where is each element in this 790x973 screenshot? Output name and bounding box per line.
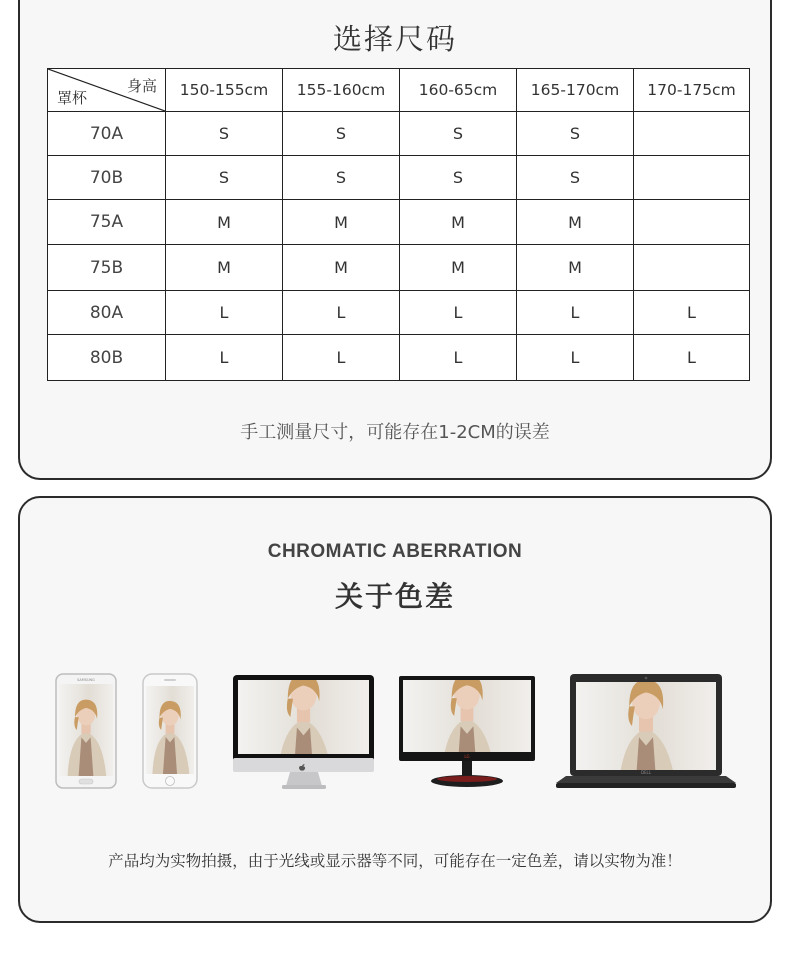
height-header: 170-175cm (634, 69, 750, 112)
iphone-icon (142, 673, 198, 789)
size-cell: M (166, 200, 283, 245)
model-photo (403, 680, 531, 752)
table-row (48, 200, 750, 245)
laptop-brand-text: DELL (640, 770, 652, 775)
table-row (48, 291, 750, 335)
size-cell: L (400, 291, 517, 335)
cup-label: 75B (48, 245, 166, 291)
size-cell: L (166, 291, 283, 335)
height-header: 155-160cm (283, 69, 400, 112)
table-header-row (48, 69, 750, 112)
size-cell: M (283, 200, 400, 245)
table-corner-cell (48, 69, 166, 112)
imac-icon (232, 674, 375, 790)
size-cell: S (400, 156, 517, 200)
cup-label: 70A (48, 112, 166, 156)
size-cell: S (517, 156, 634, 200)
size-cell: L (634, 291, 750, 335)
size-cell: M (283, 245, 400, 291)
model-photo (59, 684, 113, 776)
size-cell: L (166, 335, 283, 381)
table-row (48, 335, 750, 381)
model-photo (238, 680, 369, 754)
cup-label: 80A (48, 291, 166, 335)
size-cell (634, 245, 750, 291)
size-cell: S (283, 112, 400, 156)
size-cell: M (166, 245, 283, 291)
measurement-note: 手工测量尺寸，可能存在1-2CM的误差 (240, 422, 550, 443)
size-cell: L (283, 291, 400, 335)
size-cell: S (166, 112, 283, 156)
height-header: 165-170cm (517, 69, 634, 112)
size-cell: S (400, 112, 517, 156)
color-difference-note: 产品均为实物拍摄，由于光线或显示器等不同，可能存在一定色差，请以实物为准！ (108, 852, 682, 870)
table-row (48, 245, 750, 291)
size-cell: L (517, 291, 634, 335)
size-cell: L (634, 335, 750, 381)
size-cell: M (400, 245, 517, 291)
size-cell: S (166, 156, 283, 200)
size-chart-table (47, 68, 750, 381)
table-row (48, 112, 750, 156)
monitor-brand-text: LG (464, 754, 470, 759)
height-header: 150-155cm (166, 69, 283, 112)
cup-label: 75A (48, 200, 166, 245)
size-cell: M (517, 200, 634, 245)
size-cell: L (283, 335, 400, 381)
chromatic-aberration-title: CHROMATIC ABERRATION (267, 541, 523, 562)
size-cell (634, 112, 750, 156)
height-header: 160-65cm (400, 69, 517, 112)
cup-axis-label: 罩杯 (57, 89, 88, 107)
table-row (48, 156, 750, 200)
size-cell: L (400, 335, 517, 381)
model-photo (576, 682, 716, 770)
size-cell: M (517, 245, 634, 291)
phone-brand-text: SAMSUNG (77, 678, 95, 682)
model-photo (146, 686, 194, 774)
size-cell (634, 200, 750, 245)
height-axis-label: 身高 (126, 77, 157, 95)
dell-laptop-icon (556, 673, 736, 789)
size-cell: M (400, 200, 517, 245)
size-chart-title: 选择尺码 (332, 22, 457, 56)
lg-monitor-icon (398, 675, 536, 789)
color-difference-title: 关于色差 (334, 580, 455, 613)
size-cell (634, 156, 750, 200)
android-phone-icon (55, 673, 117, 789)
cup-label: 80B (48, 335, 166, 381)
size-cell: S (517, 112, 634, 156)
size-cell: S (283, 156, 400, 200)
size-cell: L (517, 335, 634, 381)
cup-label: 70B (48, 156, 166, 200)
